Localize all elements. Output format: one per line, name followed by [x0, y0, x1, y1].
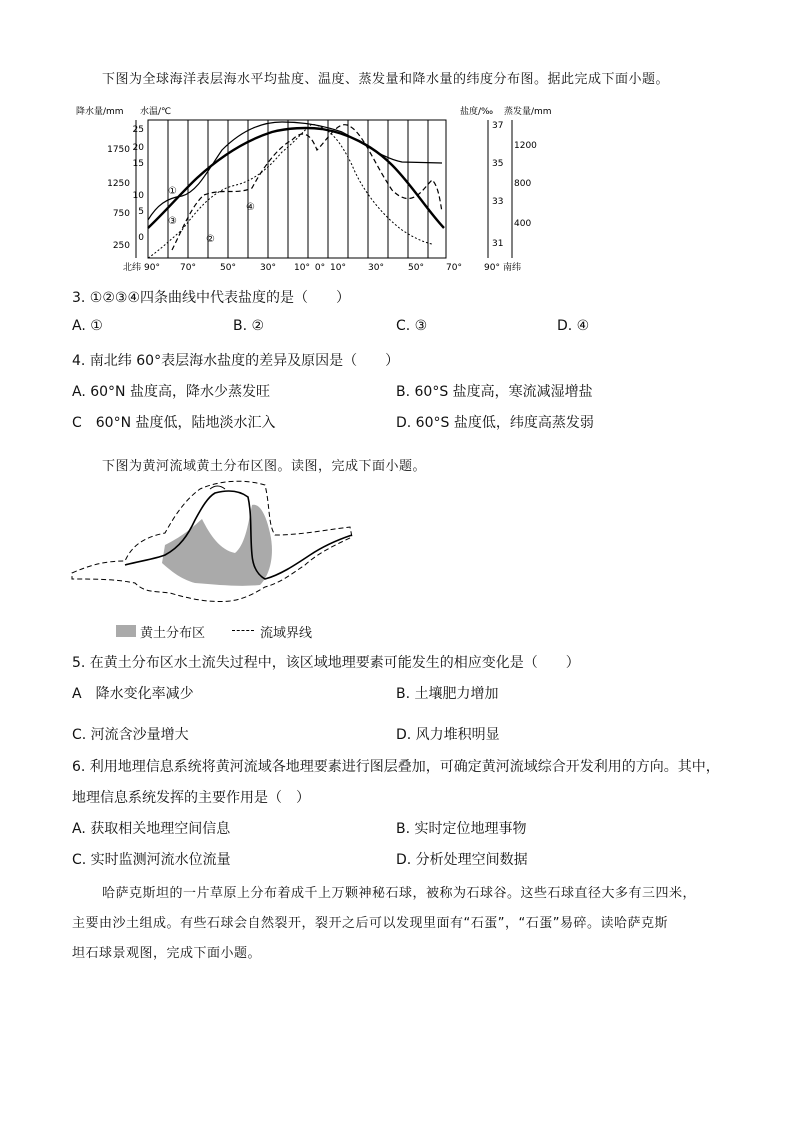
intro-text-3-line2: 主要由沙土组成。有些石球会自然裂开，裂开之后可以发现里面有“石蛋”，“石蛋”易碎。读哈萨克斯 [72, 916, 668, 931]
question-5-stem: 5. 在黄土分布区水土流失过程中，该区域地理要素可能发生的相应变化是（ ） [72, 655, 580, 671]
south-latitude-label: 南纬 [502, 263, 522, 273]
question-6-stem-line2: 地理信息系统发挥的主要作用是（ ） [72, 790, 310, 806]
precip-tick: 1250 [107, 179, 130, 189]
x-tick: 10° [294, 263, 310, 273]
precip-axis-label: 降水量/mm [76, 107, 124, 117]
evap-tick: 800 [514, 179, 532, 189]
x-tick: 70° [180, 263, 196, 273]
question-5-option-b[interactable]: B. 土壤肥力增加 [396, 686, 499, 702]
question-5-option-a[interactable]: A 降水变化率减少 [72, 686, 194, 702]
question-6-stem-line1: 6. 利用地理信息系统将黄河流域各地理要素进行图层叠加，可确定黄河流域综合开发利用的方向。其中， [72, 759, 720, 775]
x-tick: 70° [446, 263, 462, 273]
temp-tick: 20 [132, 143, 144, 153]
evap-axis-label: 蒸发量/mm [504, 107, 552, 117]
question-3-option-d[interactable]: D. ④ [557, 318, 590, 334]
curve-label-1: ① [168, 186, 177, 197]
loess-legend-label: 黄土分布区 [140, 626, 206, 641]
question-3-option-b[interactable]: B. ② [233, 318, 265, 334]
evap-tick: 400 [514, 219, 532, 229]
temp-tick: 5 [138, 207, 144, 217]
curve-label-2: ② [206, 234, 215, 245]
intro-text-2: 下图为黄河流域黄土分布区图。读图，完成下面小题。 [102, 459, 427, 474]
salinity-tick: 37 [492, 121, 504, 131]
question-4-option-b[interactable]: B. 60°S 盐度高，寒流减湿增盐 [396, 384, 593, 400]
question-6-option-d[interactable]: D. 分析处理空间数据 [396, 852, 528, 868]
x-tick: 50° [408, 263, 424, 273]
salinity-axis-label: 盐度/‰ [460, 107, 494, 117]
yellow-river-loess-map [70, 475, 360, 645]
river-loop [210, 486, 225, 489]
question-4-option-c[interactable]: C 60°N 盐度低，陆地淡水汇入 [72, 415, 276, 431]
question-6-option-c[interactable]: C. 实时监测河流水位流量 [72, 852, 231, 868]
temp-tick: 15 [132, 159, 144, 169]
question-4-stem: 4. 南北纬 60°表层海水盐度的差异及原因是（ ） [72, 353, 400, 369]
salinity-tick: 35 [492, 159, 504, 169]
curve-label-4: ④ [246, 202, 255, 213]
curve-label-3: ③ [168, 216, 177, 227]
intro-text-3-line3: 坦石球景观图，完成下面小题。 [72, 946, 262, 961]
question-5-option-c[interactable]: C. 河流含沙量增大 [72, 727, 189, 743]
question-4-option-a[interactable]: A. 60°N 盐度高，降水少蒸发旺 [72, 384, 270, 400]
x-tick: 30° [368, 263, 384, 273]
question-3-stem: 3. ①②③④四条曲线中代表盐度的是（ ） [72, 290, 351, 306]
question-3-option-a[interactable]: A. ① [72, 318, 103, 334]
question-5-option-d[interactable]: D. 风力堆积明显 [396, 727, 500, 743]
question-4-option-d[interactable]: D. 60°S 盐度低，纬度高蒸发弱 [396, 415, 594, 431]
temp-tick: 25 [132, 125, 144, 135]
temp-tick: 10 [132, 191, 144, 201]
question-6-option-a[interactable]: A. 获取相关地理空间信息 [72, 821, 231, 837]
question-3-option-c[interactable]: C. ③ [396, 318, 428, 334]
curve-4 [172, 125, 442, 250]
loess-legend-swatch [116, 625, 136, 637]
precip-tick: 750 [112, 209, 130, 219]
boundary-legend-line [232, 630, 254, 631]
precip-tick: 1750 [107, 145, 130, 155]
temp-axis-label: 水温/℃ [140, 107, 172, 117]
x-tick: 0° [314, 263, 326, 273]
x-tick: 90° [484, 263, 500, 273]
curve-3 [148, 128, 444, 228]
ocean-latitude-chart [72, 100, 552, 275]
x-tick: 50° [220, 263, 236, 273]
north-latitude-label: 北纬 [122, 263, 142, 273]
x-tick: 30° [260, 263, 276, 273]
intro-text-3-line1: 哈萨克斯坦的一片草原上分布着成千上万颗神秘石球，被称为石球谷。这些石球直径大多有三四米， [102, 886, 697, 901]
evap-tick: 1200 [514, 141, 537, 151]
salinity-tick: 33 [492, 197, 504, 207]
salinity-tick: 31 [492, 239, 504, 249]
x-tick: 90° [144, 263, 160, 273]
boundary-legend-label: 流域界线 [260, 626, 313, 641]
precip-tick: 250 [112, 241, 130, 251]
question-6-option-b[interactable]: B. 实时定位地理事物 [396, 821, 527, 837]
intro-text-1: 下图为全球海洋表层海水平均盐度、温度、蒸发量和降水量的纬度分布图。据此完成下面小题。 [102, 72, 670, 87]
plot-frame [148, 120, 446, 258]
temp-tick: 0 [138, 233, 144, 243]
x-tick: 10° [330, 263, 346, 273]
